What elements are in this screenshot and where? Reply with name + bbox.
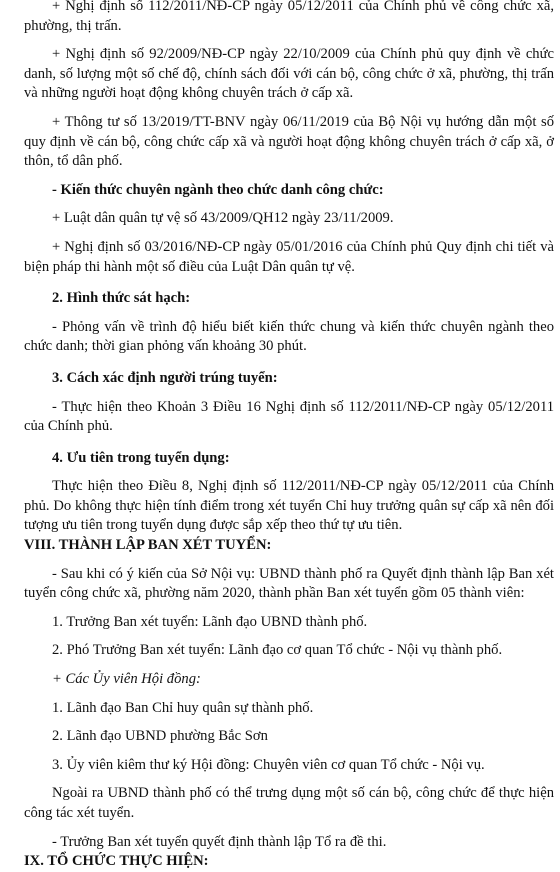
paragraph-decree-112: + Nghị định số 112/2011/NĐ-CP ngày 05/12/2011 của Chính phủ về công chức xã, phường, thị trấn. [24, 0, 554, 34]
list-item-military-command: 1. Lãnh đạo Ban Chỉ huy quân sự thành phố. [52, 699, 314, 716]
list-item-ward-leader: 2. Lãnh đạo UBND phường Bắc Sơn [52, 728, 268, 745]
paragraph-decree-92: + Nghị định số 92/2009/NĐ-CP ngày 22/10/2009 của Chính phủ quy định về chức danh, số lượng một số chế độ, chính sách đối với cán bộ, công chức ở xã, phường, thị trấn và những người hoạt động không chuyên trách ở cấp xã. [24, 46, 554, 102]
heading-assessment-form: 2. Hình thức sát hạch: [52, 290, 191, 307]
section-heading-ix: IX. TỔ CHỨC THỰC HIỆN: [24, 853, 209, 870]
paragraph-article-8: Thực hiện theo Điều 8, Nghị định số 112/2011/NĐ-CP ngày 05/12/2011 của Chính phủ. Do không thực hiện tính điểm trong xét tuyển Chỉ huy trưởng quân sự cấp xã nên đối tượng ưu tiên trong tuyển dụng được sắp xếp theo thứ tự ưu tiên. [24, 478, 554, 534]
list-item-board-head: 1. Trưởng Ban xét tuyển: Lãnh đạo UBND thành phố. [52, 613, 368, 630]
paragraph-additional-staff: Ngoài ra UBND thành phố có thể trưng dụng một số cán bộ, công chức để thực hiện công tác xét tuyển. [24, 785, 554, 821]
heading-recruitment-priority: 4. Ưu tiên trong tuyển dụng: [52, 449, 230, 466]
list-item-secretary: 3. Ủy viên kiêm thư ký Hội đồng: Chuyên viên cơ quan Tổ chức - Nội vụ. [52, 756, 485, 773]
subheading-council-members: + Các Ủy viên Hội đồng: [52, 671, 201, 688]
list-item-board-deputy: 2. Phó Trưởng Ban xét tuyển: Lãnh đạo cơ quan Tổ chức - Nội vụ thành phố. [52, 642, 503, 659]
paragraph-militia-law: + Luật dân quân tự vệ số 43/2009/QH12 ngày 23/11/2009. [52, 210, 394, 227]
paragraph-circular-13: + Thông tư số 13/2019/TT-BNV ngày 06/11/2019 của Bộ Nội vụ hướng dẫn một số quy định về cán bộ, công chức cấp xã và người hoạt động không chuyên trách ở cấp xã, ở thôn, tổ dân phố. [24, 113, 554, 170]
heading-determine-winner: 3. Cách xác định người trúng tuyển: [52, 369, 278, 386]
paragraph-board-establishment: - Sau khi có ý kiến của Sở Nội vụ: UBND thành phố ra Quyết định thành lập Ban xét tuyển công chức xã, phường năm 2020, thành phần Ban xét tuyển gồm 05 thành viên: [24, 565, 554, 602]
paragraph-interview: - Phỏng vấn về trình độ hiểu biết kiến thức chung và kiến thức chuyên ngành theo chức danh; thời gian phỏng vấn khoảng 30 phút. [24, 318, 554, 355]
paragraph-article-16: - Thực hiện theo Khoản 3 Điều 16 Nghị định số 112/2011/NĐ-CP ngày 05/12/2011 của Chính phủ. [24, 398, 554, 435]
heading-specialized-knowledge: - Kiến thức chuyên ngành theo chức danh công chức: [52, 181, 384, 198]
paragraph-decree-03: + Nghị định số 03/2016/NĐ-CP ngày 05/01/2016 của Chính phủ Quy định chi tiết và biện pháp thi hành một số điều của Luật Dân quân tự vệ. [24, 238, 554, 275]
section-heading-viii: VIII. THÀNH LẬP BAN XÉT TUYỂN: [24, 537, 272, 554]
paragraph-exam-team: - Trưởng Ban xét tuyển quyết định thành lập Tổ ra đề thi. [52, 833, 387, 850]
